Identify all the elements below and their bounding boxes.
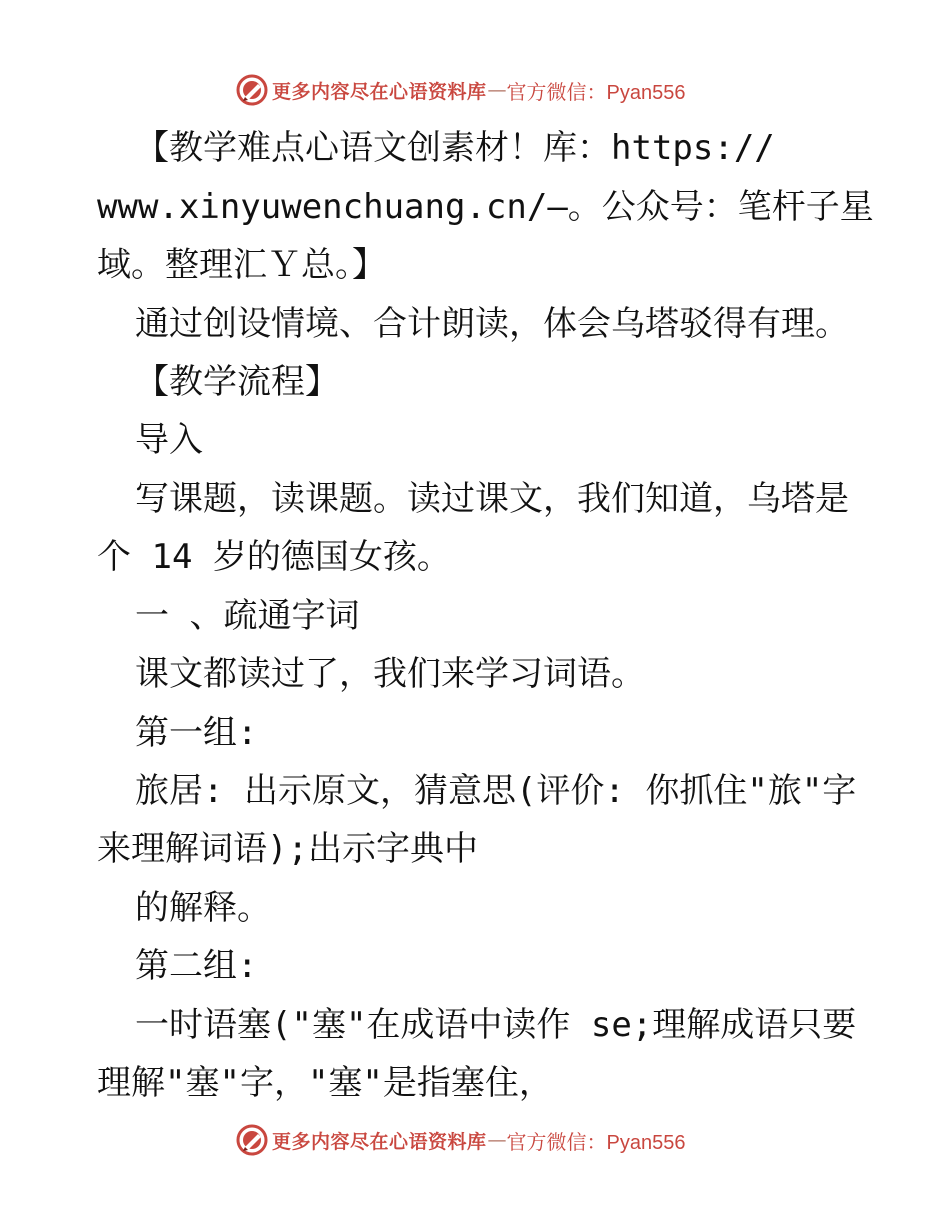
section-heading: 【教学流程】 [135, 362, 339, 402]
paragraph-line: 一时语塞("塞"在成语中读作 se;理解成语只要 [135, 1005, 857, 1045]
watermark-account: 官方微信：Pyan556 [506, 81, 686, 104]
watermark-brand: 更多内容尽在心语资料库 [272, 1130, 487, 1153]
section-heading: 第二组: [135, 946, 258, 986]
paragraph-line: 通过创设情境、合计朗读，体会乌塔驳得有理。 [135, 304, 849, 344]
paragraph-line: www.xinyuwenchuang.cn/—。公众号：笔杆子星 [97, 187, 874, 227]
watermark-brand: 更多内容尽在心语资料库 [272, 80, 487, 103]
section-heading: 第一组: [135, 713, 258, 753]
paragraph-line: 来理解词语);出示字典中 [97, 829, 478, 869]
watermark-separator: — [487, 79, 507, 101]
paragraph-line: 写课题，读课题。读过课文，我们知道，乌塔是 [135, 479, 849, 519]
pen-logo-icon [236, 1124, 268, 1156]
paragraph-line: 【教学难点心语文创素材！库：https:// [135, 128, 775, 168]
paragraph-line: 个 14 岁的德国女孩。 [97, 537, 451, 577]
watermark-separator: — [487, 1129, 507, 1151]
paragraph-line: 域。整理汇Ｙ总。】 [97, 245, 386, 285]
paragraph-line: 课文都读过了，我们来学习词语。 [135, 654, 645, 694]
paragraph-line: 旅居: 出示原文，猜意思(评价: 你抓住"旅"字 [135, 771, 857, 811]
section-heading: 一 、疏通字词 [135, 596, 360, 636]
paragraph-line: 理解"塞"字，"塞"是指塞住， [97, 1063, 553, 1103]
header-watermark [236, 72, 685, 108]
paragraph-line: 的解释。 [135, 888, 271, 928]
footer-watermark [236, 1122, 685, 1158]
section-heading: 导入 [135, 420, 203, 460]
pen-logo-icon [236, 74, 268, 106]
watermark-account: 官方微信：Pyan556 [506, 1131, 686, 1154]
